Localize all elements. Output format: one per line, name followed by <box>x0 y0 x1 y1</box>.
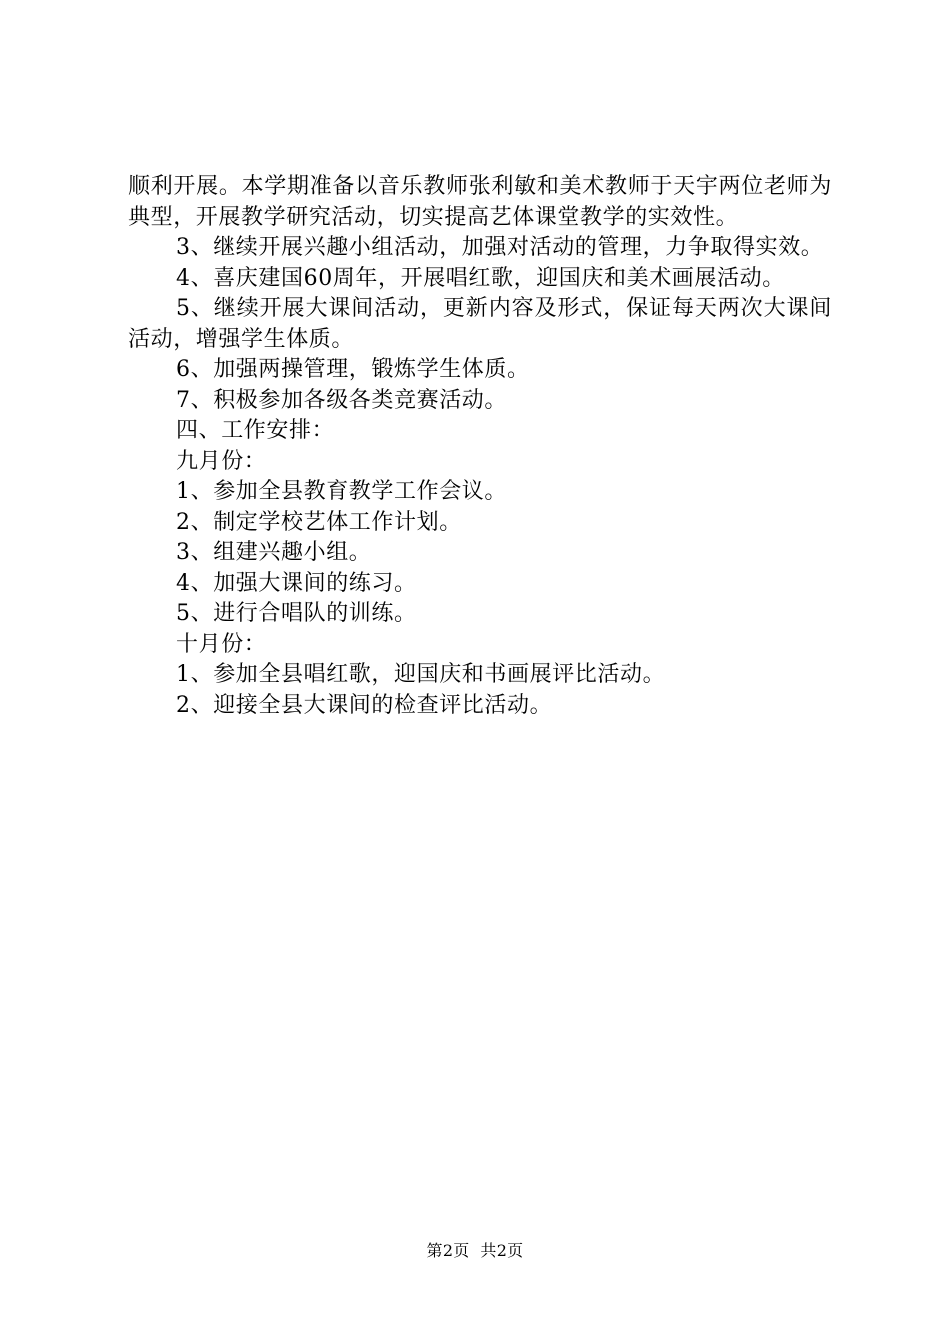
paragraph-item-7: 7、积极参加各级各类竞赛活动。 <box>176 387 507 413</box>
paragraph-item-3: 3、继续开展兴趣小组活动，加强对活动的管理，力争取得实效。 <box>176 235 824 260</box>
footer-spacer <box>470 1241 481 1260</box>
page-footer <box>0 1241 950 1261</box>
paragraph-item-4: 4、喜庆建国60周年，开展唱红歌，迎国庆和美术画展活动。 <box>176 265 785 291</box>
paragraph-item-6: 6、加强两操管理，锻炼学生体质。 <box>176 357 530 382</box>
september-item-3: 3、组建兴趣小组。 <box>176 540 372 565</box>
september-item-4: 4、加强大课间的练习。 <box>176 570 417 596</box>
september-item-2: 2、制定学校艺体工作计划。 <box>176 509 462 535</box>
paragraph-item-5: 5、继续开展大课间活动，更新内容及形式，保证每天两次大课间活动，增强学生体质。 <box>128 296 832 352</box>
page-total: 共2页 <box>480 1241 524 1260</box>
october-item-1: 1、参加全县唱红歌，迎国庆和书画展评比活动。 <box>176 662 666 687</box>
paragraph-continuation: 顺利开展。本学期准备以音乐教师张利敏和美术教师于天宇两位老师为典型，开展教学研究活动，切实提高艺体课堂教学的实效性。 <box>128 174 832 230</box>
page-number: 第2页 <box>426 1241 470 1260</box>
section-heading-work-plan: 四、工作安排： <box>176 418 335 443</box>
month-heading-october: 十月份： <box>176 631 267 657</box>
october-item-2: 2、迎接全县大课间的检查评比活动。 <box>176 692 553 718</box>
september-item-1: 1、参加全县教育教学工作会议。 <box>176 479 507 504</box>
september-item-5: 5、进行合唱队的训练。 <box>176 601 417 626</box>
month-heading-september: 九月份： <box>176 448 267 474</box>
document-body <box>128 172 832 721</box>
